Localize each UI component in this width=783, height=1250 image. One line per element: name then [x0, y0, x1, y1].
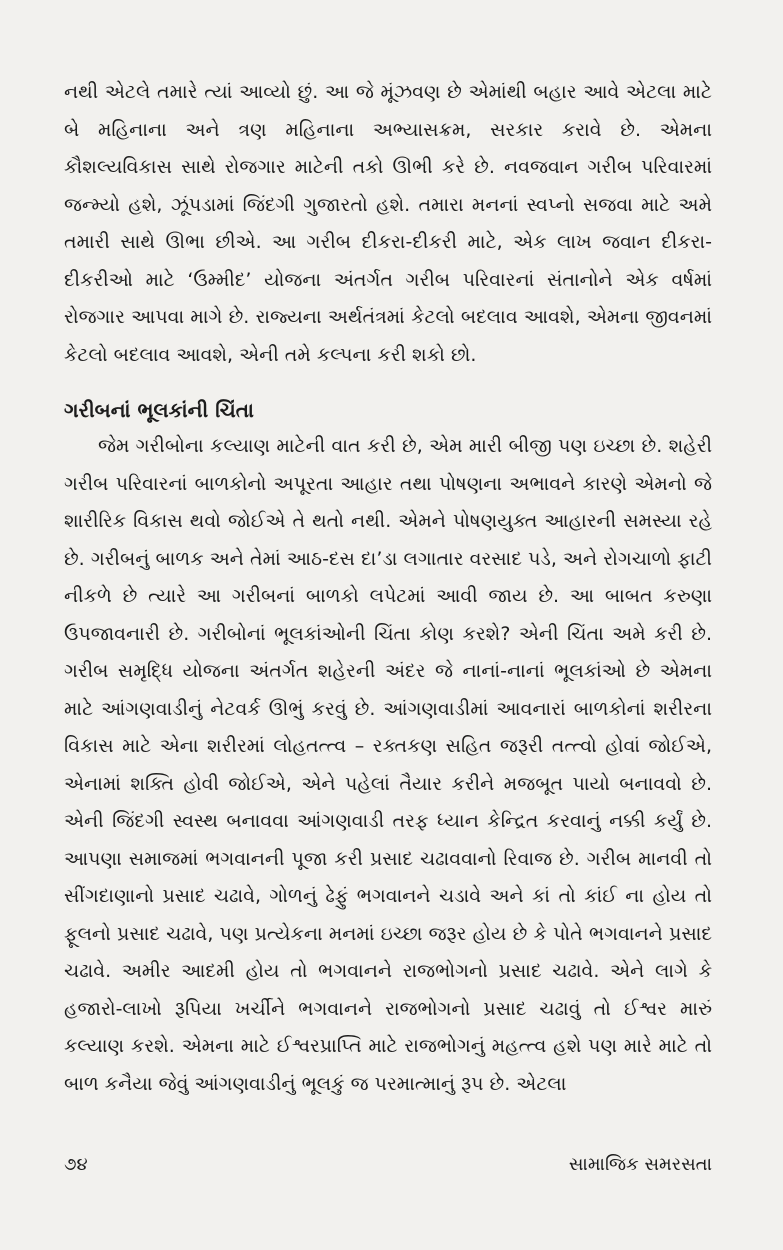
section-heading: ગરીબનાં ભૂલકાંની ચિંતા: [64, 398, 254, 422]
page-number: ૭૪: [64, 1154, 88, 1175]
paragraph-body: જેમ ગરીબોના કલ્યાણ માટેની વાત કરી છે, એમ મારી બીજી પણ ઇચ્છા છે. શહેરી ગરીબ પરિવારનાં બાળકોનો અપૂરતા આહાર તથા પોષણના અભાવને કારણે એમનો જે શારીરિક વિકાસ થવો જોઈએ તે થતો નથી. એમને પોષણયુક્ત આહારની સમસ્યા રહે છે. ગરીબનું બાળક અને તેમાં આઠ-દસ દા’ડા લગાતાર વરસાદ પડે, અને રોગચાળો ફાટી નીકળે છે ત્યારે આ ગરીબનાં બાળકો લપેટમાં આવી જાય છે. આ બાબત કરુણા ઉપજાવનારી છે. ગરીબોનાં ભૂલકાંઓની ચિંતા કોણ કરશે? એની ચિંતા અમે કરી છે. ગરીબ સમૃદ્ધિ યોજના અંતર્ગત શહેરની અંદર જે નાનાં-નાનાં ભૂલકાંઓ છે એમના માટે આંગણવાડીનું નેટવર્ક ઊભું કરવું છે. આંગણવાડીમાં આવનારાં બાળકોનાં શરીરના વિકાસ માટે એના શરીરમાં લોહતત્ત્વ – રક્તકણ સહિત જરૂરી તત્ત્વો હોવાં જોઈએ, એનામાં શક્તિ હોવી જોઈએ, એને પહેલાં તૈયાર કરીને મજબૂત પાયો બનાવવો છે. એની જિંદગી સ્વસ્થ બનાવવા આંગણવાડી તરફ ધ્યાન કેન્દ્રિત કરવાનું નક્કી કર્યું છે. આપણા સમાજમાં ભગવાનની પૂજા કરી પ્રસાદ ચઢાવવાનો રિવાજ છે. ગરીબ માનવી તો સીંગદાણાનો પ્રસાદ ચઢાવે, ગોળનું ઢેફું ભગવાનને ચડાવે અને કાં તો કાંઈ ના હોય તો ફૂલનો પ્રસાદ ચઢાવે, પણ પ્રત્યેકના મનમાં ઇચ્છા જરૂર હોય છે કે પોતે ભગવાનને પ્રસાદ ચઢાવે. અમીર આદમી હોય તો ભગવાનને રાજભોગનો પ્રસાદ ચઢાવે. એને લાગે કે હજારો-લાખો રૂપિયા ખર્ચીને ભગવાનને રાજભોગનો પ્રસાદ ચઢાવું તો ઈશ્વર મારું કલ્યાણ કરશે. એમના માટે ઈશ્વરપ્રાપ્તિ માટે રાજભોગનું મહત્ત્વ હશે પણ મારે માટે તો બાળ કનૈયા જેવું આંગણવાડીનું ભૂલકું જ પરમાત્માનું રૂપ છે. એટલા: [64, 435, 712, 1095]
running-title: સામાજિક સમરસતા: [568, 1154, 712, 1175]
paragraph-continuation: નથી એટલે તમારે ત્યાં આવ્યો છું. આ જે મૂંઝવણ છે એમાંથી બહાર આવે એટલા માટે બે મહિનાના અને ત્રણ મહિનાના અભ્યાસક્રમ, સરકાર કરાવે છે. એમના કૌશલ્યવિકાસ સાથે રોજગાર માટેની તકો ઊભી કરે છે. નવજવાન ગરીબ પરિવારમાં જન્મ્યો હશે, ઝૂંપડામાં જિંદગી ગુજારતો હશે. તમારા મનનાં સ્વપ્નો સજવા માટે અમે તમારી સાથે ઊભા છીએ. આ ગરીબ દીકરા-દીકરી માટે, એક લાખ જવાન દીકરા-દીકરીઓ માટે ‘ઉમ્મીદ’ યોજના અંતર્ગત ગરીબ પરિવારનાં સંતાનોને એક વર્ષમાં રોજગાર આપવા માગે છે. રાજ્યના અર્થતંત્રમાં કેટલો બદલાવ આવશે, એમના જીવનમાં કેટલો બદલાવ આવશે, એની તમે કલ્પના કરી શકો છો.: [64, 81, 712, 366]
page-footer: [64, 1150, 712, 1180]
